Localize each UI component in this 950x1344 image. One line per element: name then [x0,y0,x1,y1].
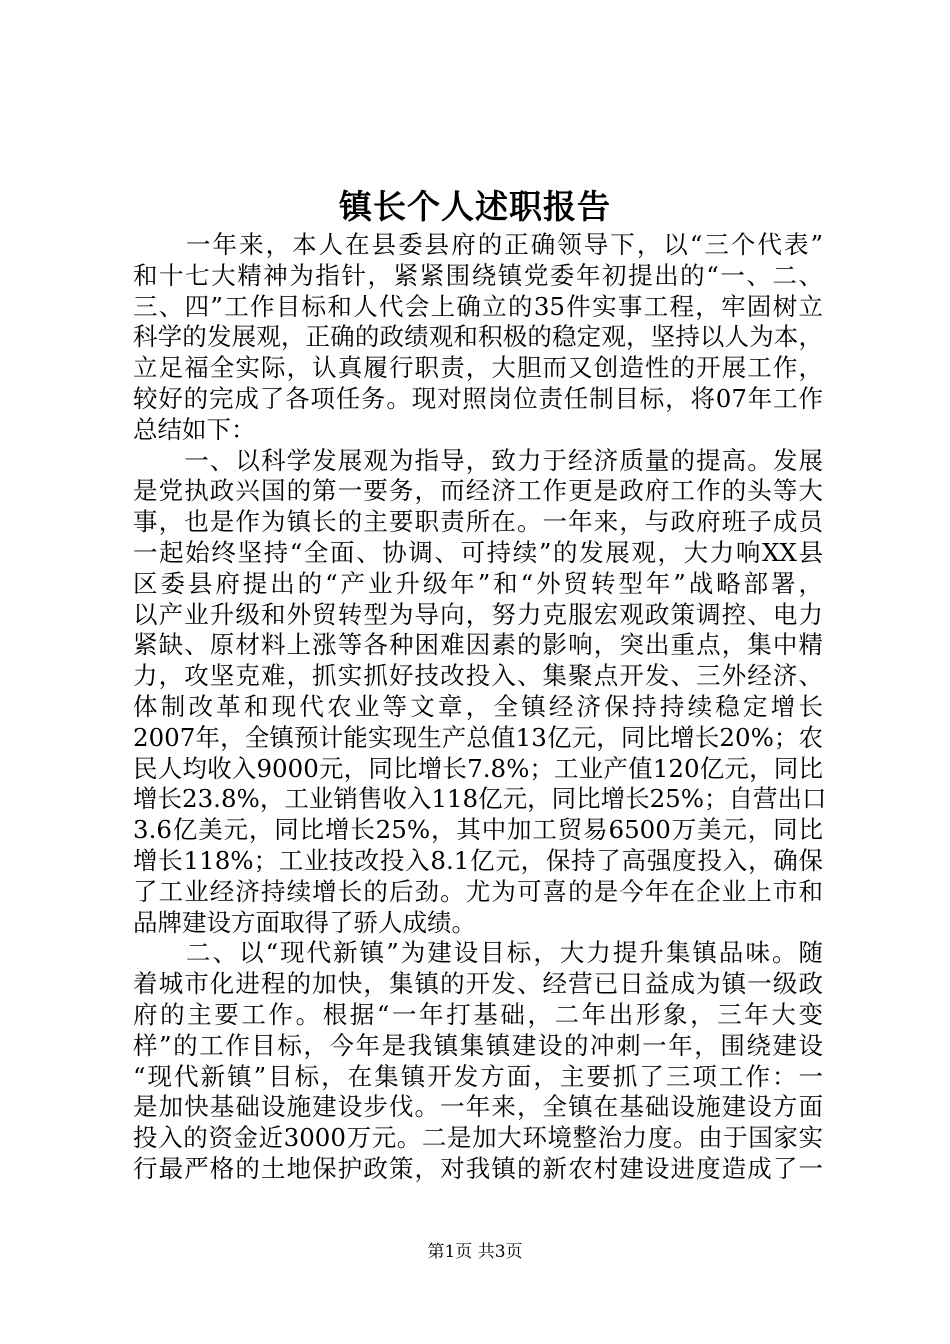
body-line: 是党执政兴国的第一要务，而经济工作更是政府工作的头等大 [133,476,823,506]
body-line: 一年来，本人在县委县府的正确领导下，以“三个代表” [133,230,823,259]
body-line: 样”的工作目标，今年是我镇集镇建设的冲刺一年，围绕建设 [133,1030,823,1060]
body-line: 增长118%；工业技改投入8.1亿元，保持了高强度投入，确保 [133,845,823,875]
body-line: 立足福全实际，认真履行职责，大胆而又创造性的开展工作， [133,353,823,383]
body-line: 民人均收入9000元，同比增长7.8%；工业产值120亿元，同比 [133,753,823,783]
body-line: 一、以科学发展观为指导，致力于经济质量的提高。发展 [133,445,823,475]
body-line: “现代新镇”目标，在集镇开发方面，主要抓了三项工作：一 [133,1061,823,1091]
body-line: 和十七大精神为指针，紧紧围绕镇党委年初提出的“一、二、 [133,260,823,290]
body-line: 一起始终坚持“全面、协调、可持续”的发展观，大力响XX县 [133,537,823,567]
body-line: 二、以“现代新镇”为建设目标，大力提升集镇品味。随 [133,938,823,968]
body-line: 总结如下： [133,414,256,444]
body-line: 三、四”工作目标和人代会上确立的35件实事工程，牢固树立 [133,291,823,321]
document-title: 镇长个人述职报告 [339,187,611,226]
body-line: 事，也是作为镇长的主要职责所在。一年来，与政府班子成员 [133,507,823,537]
body-line: 力，攻坚克难，抓实抓好技改投入、集聚点开发、三外经济、 [133,661,823,691]
body-line: 以产业升级和外贸转型为导向，努力克服宏观政策调控、电力 [133,599,823,629]
page-footer: 第1页 共3页 [427,1242,523,1262]
body-line: 府的主要工作。根据“一年打基础，二年出形象，三年大变 [133,999,823,1029]
body-line: 2007年，全镇预计能实现生产总值13亿元，同比增长20%；农 [133,722,823,752]
body-line: 是加快基础设施建设步伐。一年来，全镇在基础设施建设方面 [133,1092,823,1122]
body-line: 了工业经济持续增长的后劲。尤为可喜的是今年在企业上市和 [133,876,823,906]
body-line: 增长23.8%，工业销售收入118亿元，同比增长25%；自营出口 [133,784,827,814]
body-line: 投入的资金近3000万元。二是加大环境整治力度。由于国家实 [133,1123,823,1153]
body-line: 体制改革和现代农业等文章，全镇经济保持持续稳定增长 [133,691,823,721]
body-line: 区委县府提出的“产业升级年”和“外贸转型年”战略部署， [133,568,823,598]
body-line: 着城市化进程的加快，集镇的开发、经营已日益成为镇一级政 [133,969,823,999]
document-body [133,230,827,1185]
body-line: 科学的发展观，正确的政绩观和积极的稳定观，坚持以人为本， [133,322,823,352]
body-line: 较好的完成了各项任务。现对照岗位责任制目标，将07年工作 [133,383,823,413]
body-line: 3.6亿美元，同比增长25%，其中加工贸易6500万美元，同比 [133,815,823,845]
body-line: 行最严格的土地保护政策，对我镇的新农村建设进度造成了一 [133,1153,823,1183]
body-line: 紧缺、原材料上涨等各种困难因素的影响，突出重点，集中精 [133,630,823,660]
body-line: 品牌建设方面取得了骄人成绩。 [133,907,476,937]
